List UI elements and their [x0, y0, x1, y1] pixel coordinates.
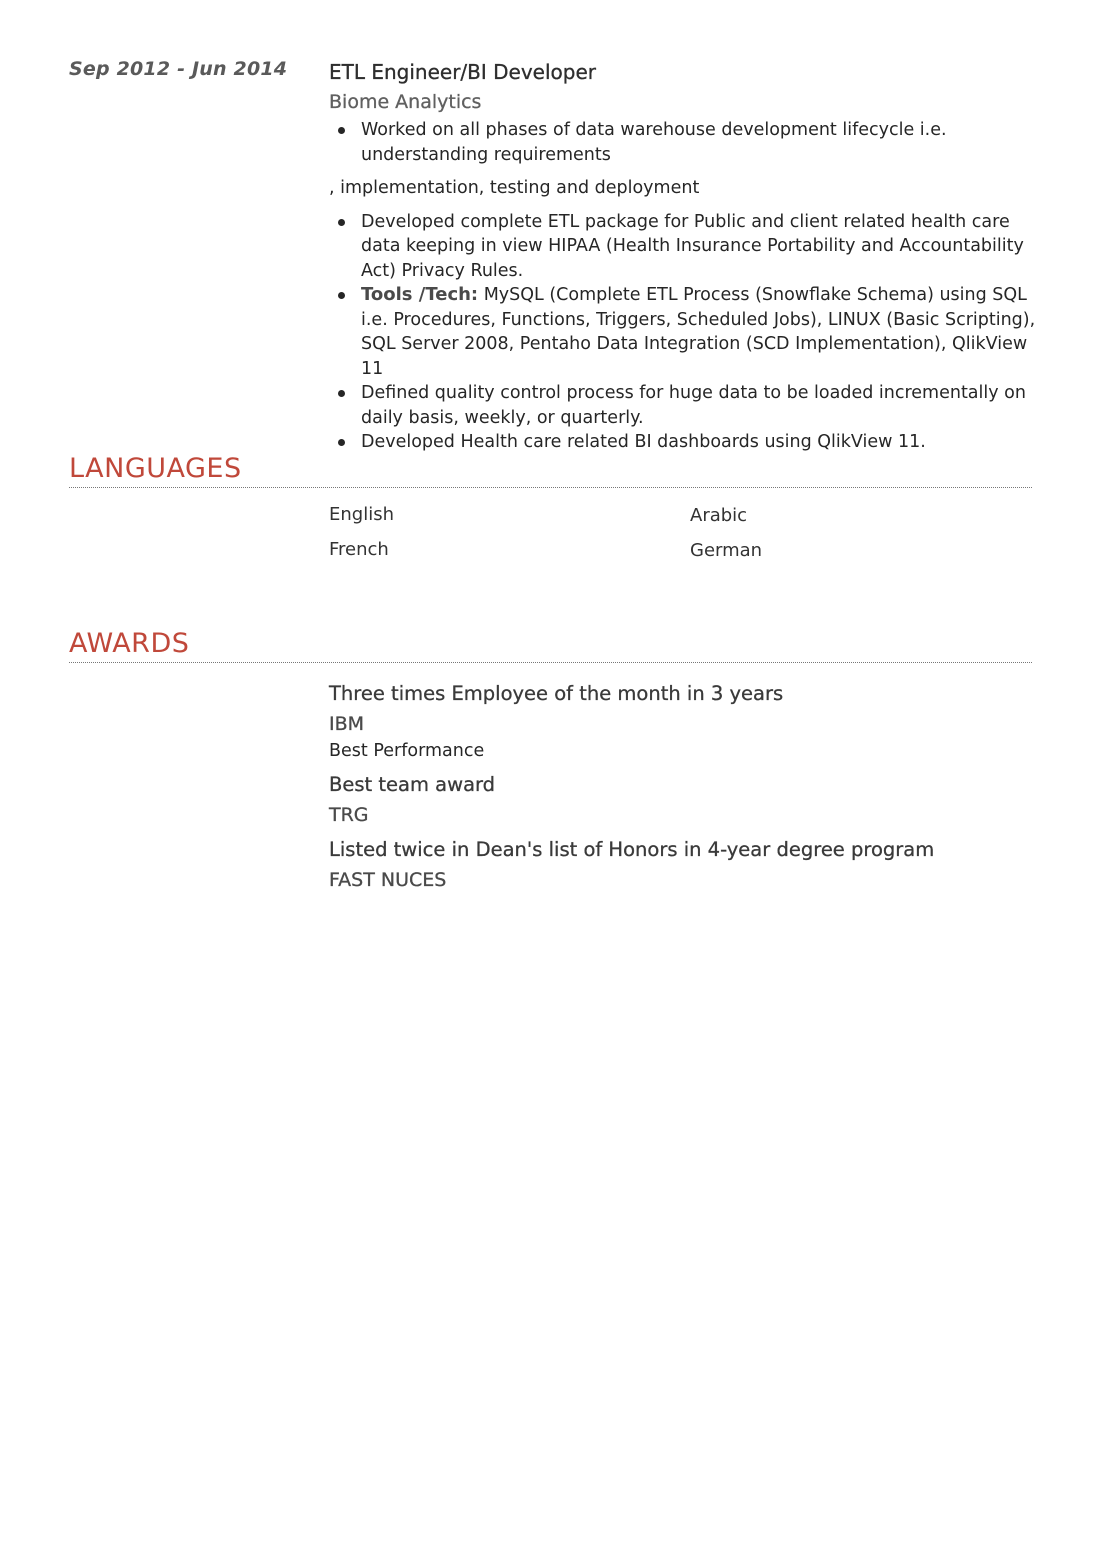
- responsibility-list: [329, 118, 1039, 167]
- tools-text: MySQL (Complete ETL Process (Snowflake Schema) using SQL i.e. Procedures, Functions, Triggers, Scheduled Jobs), LINUX (Basic Scripting), SQL Server 2008, Pentaho Data Integration (SCD Implementation), QlikView 11: [361, 285, 1036, 379]
- award-org: IBM: [329, 713, 365, 735]
- continuation-text: , implementation, testing and deployment: [329, 178, 700, 198]
- list-item-text: Developed complete ETL package for Public and client related health care data keeping in view HIPAA (Health Insurance Portability and Accountability Act) Privacy Rules.: [361, 211, 1024, 281]
- bullet-icon: [338, 439, 345, 446]
- award-entry: [329, 680, 1039, 764]
- award-org: TRG: [329, 804, 369, 826]
- language-item: German: [690, 540, 763, 561]
- responsibility-list-2: [329, 210, 1039, 455]
- award-title: Listed twice in Dean's list of Honors in 4-year degree program: [329, 838, 935, 861]
- bullet-icon: [338, 292, 345, 299]
- award-description: Best Performance: [329, 741, 485, 761]
- award-entry: [329, 771, 1039, 829]
- list-item-text: Defined quality control process for huge data to be loaded incrementally on daily basis, weekly, or quarterly.: [361, 383, 1026, 428]
- experience-entry: [329, 58, 1039, 455]
- language-item: French: [329, 539, 389, 560]
- list-item-text: Developed Health care related BI dashboards using QlikView 11.: [361, 432, 926, 452]
- language-item: Arabic: [690, 505, 748, 526]
- company-name: Biome Analytics: [329, 91, 482, 113]
- awards-list: [329, 680, 1039, 901]
- awards-heading: AWARDS: [69, 628, 1032, 663]
- list-item: [329, 118, 1039, 167]
- job-title: ETL Engineer/BI Developer: [329, 60, 597, 84]
- language-item: English: [329, 504, 394, 525]
- tools-label: Tools /Tech:: [361, 284, 479, 305]
- languages-heading: LANGUAGES: [69, 453, 1032, 488]
- award-entry: [329, 836, 1039, 894]
- award-org: FAST NUCES: [329, 869, 447, 891]
- award-title: Best team award: [329, 773, 496, 796]
- list-item: [329, 283, 1039, 381]
- job-dates: Sep 2012 - Jun 2014: [69, 58, 288, 80]
- bullet-icon: [338, 127, 345, 134]
- bullet-icon: [338, 390, 345, 397]
- list-item-text: Worked on all phases of data warehouse development lifecycle i.e. understanding requirements: [361, 120, 947, 165]
- list-item: [329, 210, 1039, 284]
- bullet-icon: [338, 219, 345, 226]
- award-title: Three times Employee of the month in 3 years: [329, 682, 784, 705]
- list-item: [329, 381, 1039, 430]
- list-item: [329, 430, 1039, 455]
